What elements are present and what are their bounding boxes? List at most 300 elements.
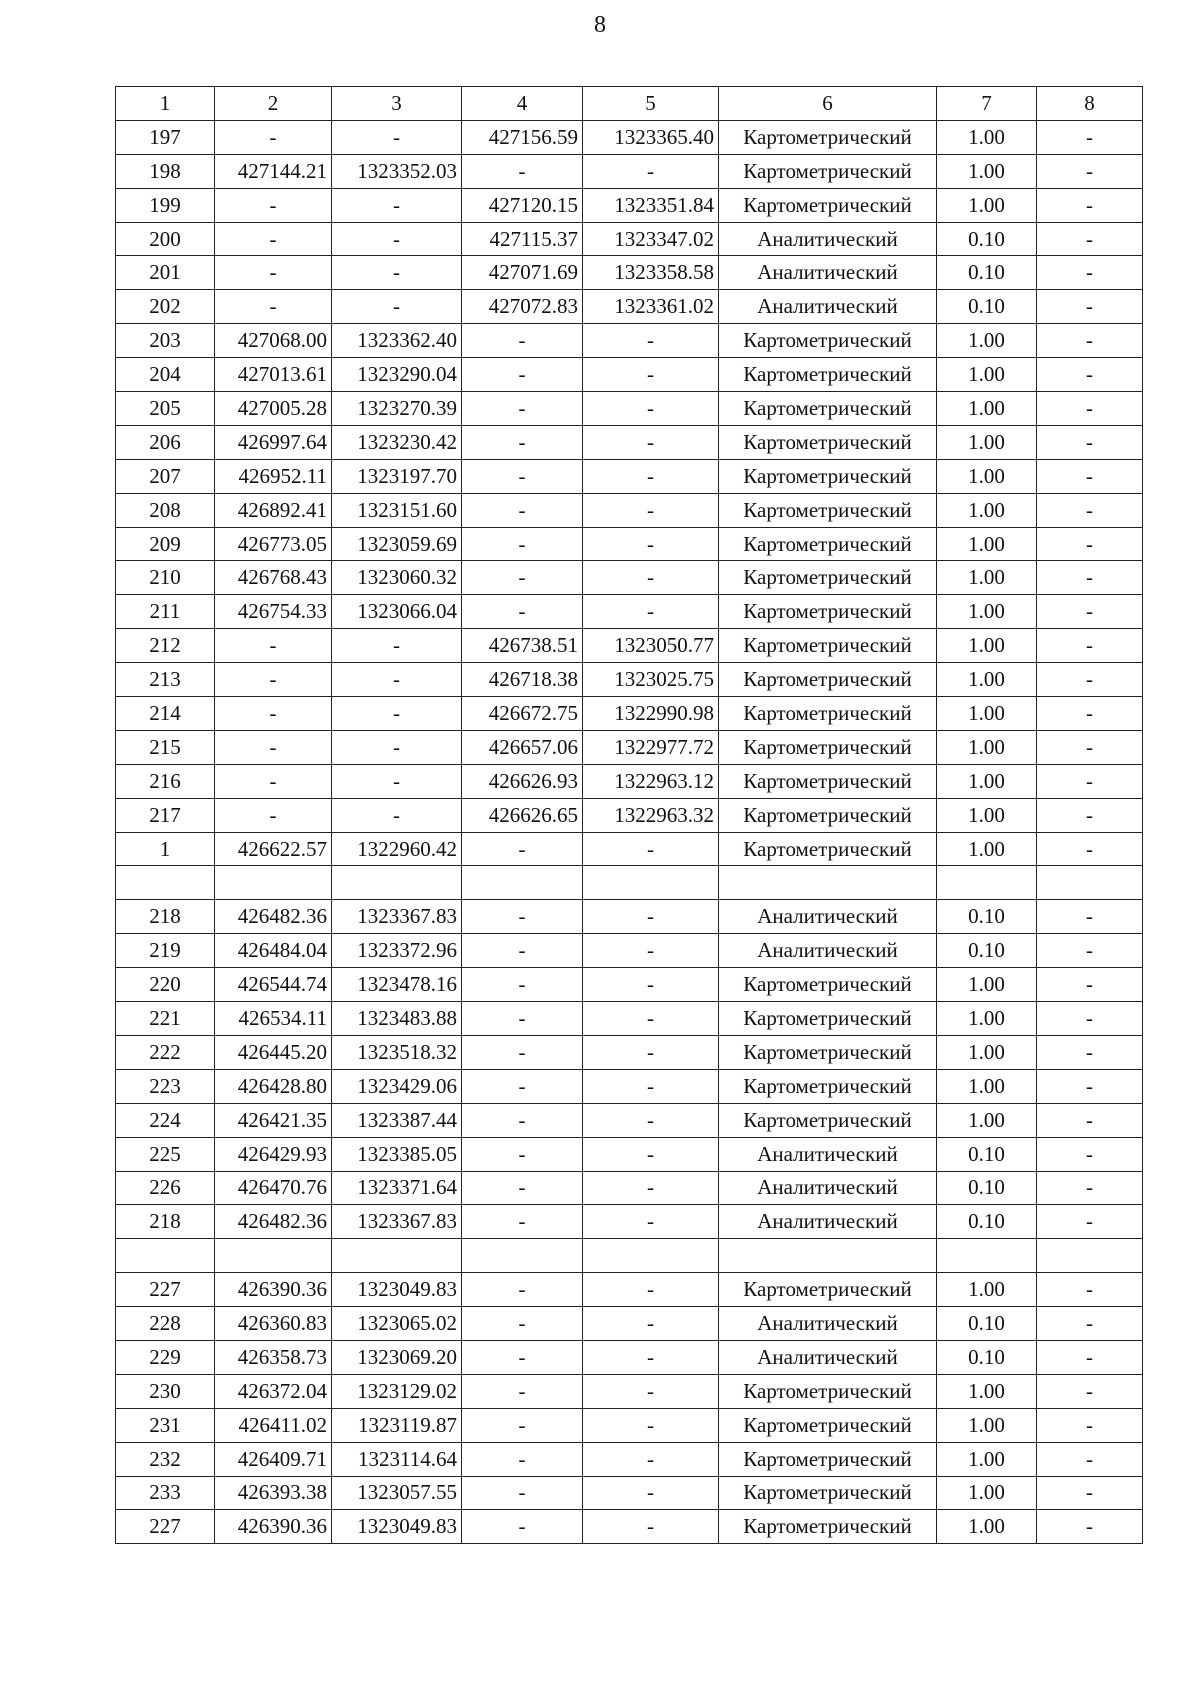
table-row [116, 154, 1143, 188]
table-row [116, 1510, 1143, 1544]
table-cell-col-7: 1.00 [937, 527, 1037, 561]
table-cell-col-4: - [462, 358, 583, 392]
table-row [116, 527, 1143, 561]
table-row [116, 1035, 1143, 1069]
table-cell-col-2: 427013.61 [215, 358, 332, 392]
table-cell-col-1: 223 [116, 1069, 215, 1103]
table-cell-col-5: - [583, 1510, 719, 1544]
table-cell-col-3: 1323362.40 [332, 324, 462, 358]
table-cell-col-8: - [1037, 1171, 1143, 1205]
table-cell-col-8: - [1037, 697, 1143, 731]
table-cell-col-3: 1323049.83 [332, 1510, 462, 1544]
table-cell-col-7: 0.10 [937, 1205, 1037, 1239]
table-cell-col-1: 197 [116, 120, 215, 154]
table-cell-col-5: - [583, 1205, 719, 1239]
table-cell-col-6: Картометрический [719, 493, 937, 527]
table-cell-col-5: - [583, 1408, 719, 1442]
table-cell-col-7: 1.00 [937, 730, 1037, 764]
table-cell-col-7: 0.10 [937, 934, 1037, 968]
table-cell-col-6: Картометрический [719, 1069, 937, 1103]
table-cell-col-8: - [1037, 1137, 1143, 1171]
table-cell-col-6: Картометрический [719, 1374, 937, 1408]
table-cell-col-1: 231 [116, 1408, 215, 1442]
table-cell-col-2: 426482.36 [215, 1205, 332, 1239]
table-cell-col-7: 1.00 [937, 697, 1037, 731]
table-row [116, 663, 1143, 697]
table-cell-col-1: 218 [116, 900, 215, 934]
table-cell-col-3: 1323057.55 [332, 1476, 462, 1510]
column-header-6: 6 [719, 87, 937, 121]
table-cell-col-1: 227 [116, 1273, 215, 1307]
table-cell-col-7: 0.10 [937, 1340, 1037, 1374]
table-cell-col-7: 0.10 [937, 290, 1037, 324]
table-cell-col-3: 1323049.83 [332, 1273, 462, 1307]
table-cell-col-5: - [583, 832, 719, 866]
table-cell-col-6: Картометрический [719, 358, 937, 392]
column-header-8: 8 [1037, 87, 1143, 121]
table-cell-col-7: 1.00 [937, 358, 1037, 392]
table-cell-col-6: Аналитический [719, 934, 937, 968]
table-row [116, 493, 1143, 527]
table-cell-col-3: 1323429.06 [332, 1069, 462, 1103]
table-cell-col-1: 220 [116, 968, 215, 1002]
table-cell-col-2: 426409.71 [215, 1442, 332, 1476]
table-cell-col-5: - [583, 561, 719, 595]
table-cell-col-5: - [583, 1442, 719, 1476]
table-row [116, 798, 1143, 832]
table-cell-col-3: - [332, 764, 462, 798]
table-cell-col-1: 198 [116, 154, 215, 188]
table-row [116, 866, 1143, 900]
table-cell-col-1: 225 [116, 1137, 215, 1171]
table-cell-col-7: 0.10 [937, 1307, 1037, 1341]
table-cell-col-8: - [1037, 1069, 1143, 1103]
table-cell-col-4: 426626.93 [462, 764, 583, 798]
table-cell-col-5: - [583, 392, 719, 426]
table-cell-col-4: 426657.06 [462, 730, 583, 764]
table-cell-col-8: - [1037, 222, 1143, 256]
table-cell-col-3: 1323352.03 [332, 154, 462, 188]
table-cell-col-7: 1.00 [937, 493, 1037, 527]
table-row [116, 561, 1143, 595]
table-cell-col-1: 210 [116, 561, 215, 595]
table-cell-col-4: 426718.38 [462, 663, 583, 697]
table-cell-col-1: 212 [116, 629, 215, 663]
table-cell-col-4: 426626.65 [462, 798, 583, 832]
table-cell-col-4: 427072.83 [462, 290, 583, 324]
table-row [116, 764, 1143, 798]
table-cell-col-1: 209 [116, 527, 215, 561]
table-cell-col-7: 1.00 [937, 154, 1037, 188]
table-cell-col-3: 1323270.39 [332, 392, 462, 426]
table-cell-col-7: 1.00 [937, 832, 1037, 866]
table-cell-col-3: - [332, 629, 462, 663]
table-cell-col-3: - [332, 290, 462, 324]
table-cell-col-1: 224 [116, 1103, 215, 1137]
table-cell-col-7: 1.00 [937, 1510, 1037, 1544]
table-cell-col-2: 426773.05 [215, 527, 332, 561]
table-cell-col-2: 426997.64 [215, 425, 332, 459]
table-cell-col-5 [583, 1239, 719, 1273]
table-row [116, 1069, 1143, 1103]
table-cell-col-3: 1323197.70 [332, 459, 462, 493]
table-cell-col-3: 1323066.04 [332, 595, 462, 629]
table-cell-col-1: 226 [116, 1171, 215, 1205]
table-row [116, 425, 1143, 459]
table-cell-col-5: 1322963.12 [583, 764, 719, 798]
table-cell-col-3: 1323518.32 [332, 1035, 462, 1069]
table-cell-col-3: 1323371.64 [332, 1171, 462, 1205]
table-cell-col-7: 1.00 [937, 1002, 1037, 1036]
table-row [116, 290, 1143, 324]
table-cell-col-4: - [462, 1510, 583, 1544]
table-cell-col-7: 1.00 [937, 629, 1037, 663]
table-cell-col-3: 1323385.05 [332, 1137, 462, 1171]
table-cell-col-8: - [1037, 256, 1143, 290]
table-cell-col-8: - [1037, 358, 1143, 392]
table-cell-col-5: - [583, 1171, 719, 1205]
table-cell-col-1: 229 [116, 1340, 215, 1374]
table-cell-col-1: 217 [116, 798, 215, 832]
table-cell-col-6: Аналитический [719, 1137, 937, 1171]
table-cell-col-5: - [583, 425, 719, 459]
table-cell-col-1: 199 [116, 188, 215, 222]
table-cell-col-6: Картометрический [719, 1408, 937, 1442]
table-cell-col-5: 1322963.32 [583, 798, 719, 832]
table-cell-col-3: - [332, 798, 462, 832]
table-row [116, 629, 1143, 663]
table-cell-col-8: - [1037, 1103, 1143, 1137]
table-cell-col-8: - [1037, 188, 1143, 222]
table-cell-col-2: 426445.20 [215, 1035, 332, 1069]
table-cell-col-7: 1.00 [937, 595, 1037, 629]
table-cell-col-6 [719, 1239, 937, 1273]
table-cell-col-1: 205 [116, 392, 215, 426]
table-cell-col-4: - [462, 1307, 583, 1341]
table-cell-col-7: 1.00 [937, 120, 1037, 154]
table-cell-col-1: 213 [116, 663, 215, 697]
table-cell-col-8: - [1037, 832, 1143, 866]
table-cell-col-3: 1323119.87 [332, 1408, 462, 1442]
table-cell-col-1: 216 [116, 764, 215, 798]
table-cell-col-5: - [583, 1374, 719, 1408]
table-cell-col-4: - [462, 1476, 583, 1510]
table-row [116, 358, 1143, 392]
table-row [116, 188, 1143, 222]
table-cell-col-4 [462, 866, 583, 900]
table-cell-col-2: 426429.93 [215, 1137, 332, 1171]
table-cell-col-2: 426482.36 [215, 900, 332, 934]
table-cell-col-3: 1323372.96 [332, 934, 462, 968]
table-cell-col-1: 222 [116, 1035, 215, 1069]
table-cell-col-2: 426470.76 [215, 1171, 332, 1205]
table-cell-col-5: 1323361.02 [583, 290, 719, 324]
table-cell-col-5: 1323025.75 [583, 663, 719, 697]
table-cell-col-7: 1.00 [937, 188, 1037, 222]
table-cell-col-3: 1323367.83 [332, 900, 462, 934]
table-cell-col-6: Картометрический [719, 968, 937, 1002]
table-cell-col-6: Картометрический [719, 188, 937, 222]
table-cell-col-8: - [1037, 968, 1143, 1002]
table-cell-col-5: - [583, 1273, 719, 1307]
table-cell-col-4: - [462, 832, 583, 866]
table-cell-col-2: - [215, 222, 332, 256]
table-cell-col-7: 1.00 [937, 764, 1037, 798]
table-cell-col-8 [1037, 866, 1143, 900]
table-cell-col-5: 1323351.84 [583, 188, 719, 222]
table-cell-col-7: 1.00 [937, 1408, 1037, 1442]
table-cell-col-4: 426672.75 [462, 697, 583, 731]
table-cell-col-8: - [1037, 595, 1143, 629]
table-cell-col-2: 427068.00 [215, 324, 332, 358]
table-cell-col-4: - [462, 1171, 583, 1205]
table-cell-col-6: Картометрический [719, 697, 937, 731]
table-cell-col-8: - [1037, 663, 1143, 697]
table-cell-col-8: - [1037, 1205, 1143, 1239]
table-cell-col-5: - [583, 493, 719, 527]
table-cell-col-6: Аналитический [719, 222, 937, 256]
table-cell-col-3: 1323230.42 [332, 425, 462, 459]
table-cell-col-4: - [462, 324, 583, 358]
table-cell-col-2: 427144.21 [215, 154, 332, 188]
table-cell-col-7: 1.00 [937, 459, 1037, 493]
table-cell-col-1: 206 [116, 425, 215, 459]
table-cell-col-2: 426360.83 [215, 1307, 332, 1341]
table-cell-col-2: - [215, 730, 332, 764]
table-cell-col-4: - [462, 1340, 583, 1374]
table-cell-col-3: 1323069.20 [332, 1340, 462, 1374]
table-cell-col-4: - [462, 459, 583, 493]
table-cell-col-6: Картометрический [719, 1510, 937, 1544]
table-cell-col-8: - [1037, 459, 1143, 493]
table-row [116, 968, 1143, 1002]
table-cell-col-1: 203 [116, 324, 215, 358]
table-cell-col-7: 1.00 [937, 1273, 1037, 1307]
table-cell-col-7: 0.10 [937, 222, 1037, 256]
table-cell-col-3: 1322960.42 [332, 832, 462, 866]
table-cell-col-7: 0.10 [937, 900, 1037, 934]
table-cell-col-1: 228 [116, 1307, 215, 1341]
table-cell-col-5: - [583, 934, 719, 968]
table-row [116, 459, 1143, 493]
table-cell-col-3: 1323478.16 [332, 968, 462, 1002]
table-cell-col-8: - [1037, 900, 1143, 934]
table-cell-col-2: - [215, 290, 332, 324]
table-cell-col-1: 202 [116, 290, 215, 324]
table-cell-col-6: Картометрический [719, 1002, 937, 1036]
table-cell-col-4: - [462, 493, 583, 527]
table-cell-col-3: - [332, 697, 462, 731]
table-cell-col-4: - [462, 595, 583, 629]
table-cell-col-5: - [583, 527, 719, 561]
table-cell-col-2: 426390.36 [215, 1510, 332, 1544]
table-cell-col-6: Картометрический [719, 392, 937, 426]
column-header-3: 3 [332, 87, 462, 121]
table-cell-col-6: Аналитический [719, 1307, 937, 1341]
column-header-7: 7 [937, 87, 1037, 121]
table-row [116, 832, 1143, 866]
table-cell-col-7: 1.00 [937, 663, 1037, 697]
table-cell-col-7: 1.00 [937, 1069, 1037, 1103]
table-cell-col-8: - [1037, 1340, 1143, 1374]
table-cell-col-1 [116, 1239, 215, 1273]
table-cell-col-8: - [1037, 730, 1143, 764]
table-cell-col-5: 1323358.58 [583, 256, 719, 290]
table-cell-col-8: - [1037, 1442, 1143, 1476]
table-cell-col-4: 426738.51 [462, 629, 583, 663]
table-cell-col-6: Картометрический [719, 1273, 937, 1307]
coordinates-table [115, 86, 1143, 1544]
column-header-1: 1 [116, 87, 215, 121]
column-header-2: 2 [215, 87, 332, 121]
table-cell-col-8: - [1037, 629, 1143, 663]
table-cell-col-8: - [1037, 324, 1143, 358]
table-cell-col-3 [332, 866, 462, 900]
table-cell-col-5: - [583, 1069, 719, 1103]
table-row [116, 900, 1143, 934]
table-cell-col-4: 427120.15 [462, 188, 583, 222]
table-cell-col-8: - [1037, 1408, 1143, 1442]
table-cell-col-6: Картометрический [719, 120, 937, 154]
table-cell-col-4: - [462, 154, 583, 188]
table-cell-col-6: Картометрический [719, 798, 937, 832]
table-cell-col-2: 426411.02 [215, 1408, 332, 1442]
table-cell-col-5: - [583, 154, 719, 188]
table-cell-col-2: - [215, 256, 332, 290]
table-cell-col-6: Аналитический [719, 900, 937, 934]
table-row [116, 1340, 1143, 1374]
table-cell-col-4: - [462, 1442, 583, 1476]
table-row [116, 1239, 1143, 1273]
table-cell-col-3 [332, 1239, 462, 1273]
table-cell-col-8: - [1037, 1307, 1143, 1341]
table-cell-col-1: 227 [116, 1510, 215, 1544]
table-cell-col-3: - [332, 222, 462, 256]
table-row [116, 1273, 1143, 1307]
table-cell-col-1: 211 [116, 595, 215, 629]
table-cell-col-3: - [332, 188, 462, 222]
table-cell-col-1: 1 [116, 832, 215, 866]
table-cell-col-5: - [583, 1103, 719, 1137]
table-cell-col-6: Картометрический [719, 527, 937, 561]
table-cell-col-2: - [215, 120, 332, 154]
table-cell-col-5: - [583, 459, 719, 493]
table-row [116, 392, 1143, 426]
table-cell-col-4: 427115.37 [462, 222, 583, 256]
table-cell-col-2 [215, 866, 332, 900]
table-cell-col-5: - [583, 358, 719, 392]
table-cell-col-1: 221 [116, 1002, 215, 1036]
table-cell-col-2: 426768.43 [215, 561, 332, 595]
table-row [116, 1171, 1143, 1205]
table-cell-col-8: - [1037, 934, 1143, 968]
table-cell-col-1: 201 [116, 256, 215, 290]
table-cell-col-7: 1.00 [937, 324, 1037, 358]
table-cell-col-4: - [462, 1408, 583, 1442]
table-cell-col-8 [1037, 1239, 1143, 1273]
table-cell-col-3: 1323151.60 [332, 493, 462, 527]
table-cell-col-8: - [1037, 154, 1143, 188]
table-cell-col-3: 1323065.02 [332, 1307, 462, 1341]
table-row [116, 1137, 1143, 1171]
table-cell-col-8: - [1037, 120, 1143, 154]
table-cell-col-4: - [462, 968, 583, 1002]
table-cell-col-7: 1.00 [937, 798, 1037, 832]
table-cell-col-2: 426892.41 [215, 493, 332, 527]
table-cell-col-7: 1.00 [937, 1374, 1037, 1408]
table-cell-col-7 [937, 866, 1037, 900]
table-cell-col-1: 218 [116, 1205, 215, 1239]
table-cell-col-2: - [215, 764, 332, 798]
table-cell-col-4: 427156.59 [462, 120, 583, 154]
table-cell-col-8: - [1037, 561, 1143, 595]
table-cell-col-3: - [332, 120, 462, 154]
table-cell-col-2: 426421.35 [215, 1103, 332, 1137]
table-cell-col-3: 1323387.44 [332, 1103, 462, 1137]
table-cell-col-8: - [1037, 1002, 1143, 1036]
table-cell-col-2: 426390.36 [215, 1273, 332, 1307]
table-cell-col-3: 1323114.64 [332, 1442, 462, 1476]
table-cell-col-4: - [462, 1103, 583, 1137]
table-cell-col-8: - [1037, 1035, 1143, 1069]
table-row [116, 1103, 1143, 1137]
table-cell-col-7: 1.00 [937, 1442, 1037, 1476]
table-header-row [116, 87, 1143, 121]
table-cell-col-2: 426754.33 [215, 595, 332, 629]
table-row [116, 1307, 1143, 1341]
table-cell-col-4: - [462, 1069, 583, 1103]
table-cell-col-4: - [462, 1273, 583, 1307]
table-cell-col-2: - [215, 663, 332, 697]
table-row [116, 1408, 1143, 1442]
table-cell-col-6: Картометрический [719, 663, 937, 697]
table-cell-col-1: 232 [116, 1442, 215, 1476]
column-header-5: 5 [583, 87, 719, 121]
table-cell-col-6: Картометрический [719, 730, 937, 764]
table-cell-col-8: - [1037, 527, 1143, 561]
table-cell-col-6: Аналитический [719, 1205, 937, 1239]
table-cell-col-4: - [462, 392, 583, 426]
table-cell-col-6: Картометрический [719, 561, 937, 595]
table-cell-col-2: 426372.04 [215, 1374, 332, 1408]
table-cell-col-5: - [583, 324, 719, 358]
table-cell-col-1: 214 [116, 697, 215, 731]
table-cell-col-3: 1323483.88 [332, 1002, 462, 1036]
table-cell-col-2: 427005.28 [215, 392, 332, 426]
table-cell-col-6: Аналитический [719, 290, 937, 324]
table-row [116, 595, 1143, 629]
table-cell-col-2: 426484.04 [215, 934, 332, 968]
table-cell-col-4: - [462, 425, 583, 459]
table-cell-col-2: 426622.57 [215, 832, 332, 866]
table-cell-col-2: 426534.11 [215, 1002, 332, 1036]
table-cell-col-3: - [332, 256, 462, 290]
table-cell-col-1: 204 [116, 358, 215, 392]
table-cell-col-6: Картометрический [719, 459, 937, 493]
table-cell-col-5: - [583, 1002, 719, 1036]
table-cell-col-4: - [462, 1035, 583, 1069]
table-cell-col-1 [116, 866, 215, 900]
table-cell-col-5: - [583, 968, 719, 1002]
table-cell-col-7: 0.10 [937, 1171, 1037, 1205]
table-cell-col-2: 426544.74 [215, 968, 332, 1002]
table-cell-col-5: - [583, 1137, 719, 1171]
table-cell-col-1: 230 [116, 1374, 215, 1408]
page-number: 8 [594, 12, 606, 38]
table-cell-col-3: - [332, 730, 462, 764]
table-cell-col-7: 1.00 [937, 561, 1037, 595]
table-cell-col-4: - [462, 1205, 583, 1239]
